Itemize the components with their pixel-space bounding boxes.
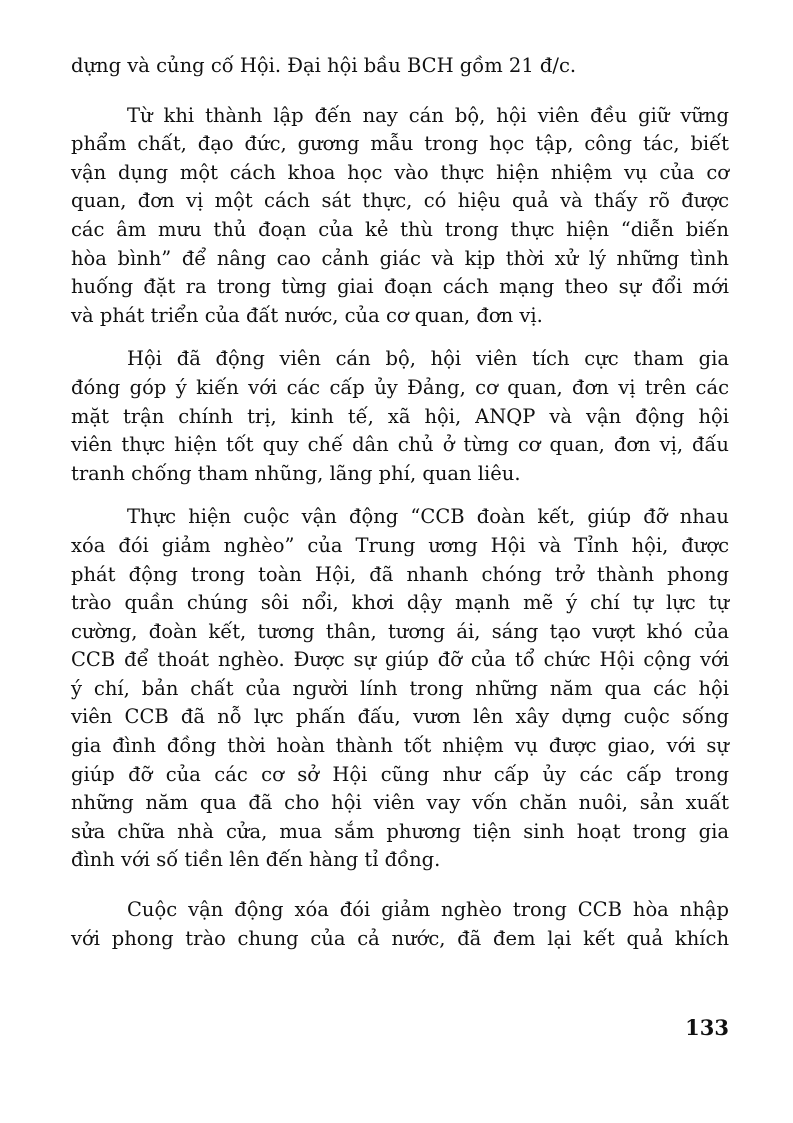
text-line: Cuộc vận động xóa đói giảm nghèo trong CCB hòa nhập: [127, 898, 729, 922]
text-line: giúp đỡ của các cơ sở Hội cũng như cấp ủy các cấp trong: [71, 762, 729, 786]
text-line: sửa chữa nhà cửa, mua sắm phương tiện sinh hoạt trong gia: [71, 819, 729, 843]
text-line: trào quần chúng sôi nổi, khơi dậy mạnh mẽ ý chí tự lực tự: [71, 591, 729, 615]
text-line: viên CCB đã nỗ lực phấn đấu, vươn lên xây dựng cuộc sống: [71, 705, 729, 729]
text-line: quan, đơn vị một cách sát thực, có hiệu quả và thấy rõ được: [71, 189, 729, 213]
page-body: [71, 52, 729, 968]
text-line: hòa bình” để nâng cao cảnh giác và kịp thời xử lý những tình: [71, 246, 729, 270]
text-line: những năm qua đã cho hội viên vay vốn chăn nuôi, sản xuất: [71, 791, 729, 815]
text-line: CCB để thoát nghèo. Được sự giúp đỡ của tổ chức Hội cộng với: [71, 648, 729, 672]
text-line: viên thực hiện tốt quy chế dân chủ ở từng cơ quan, đơn vị, đấu: [71, 433, 729, 457]
text-line: xóa đói giảm nghèo” của Trung ương Hội và Tỉnh hội, được: [71, 533, 729, 557]
paragraph: [71, 503, 729, 875]
text-line: huống đặt ra trong từng giai đoạn cách mạng theo sự đổi mới: [71, 275, 729, 299]
text-line: với phong trào chung của cả nước, đã đem lại kết quả khích: [71, 926, 729, 950]
text-line: đóng góp ý kiến với các cấp ủy Đảng, cơ quan, đơn vị trên các: [71, 375, 729, 399]
text-line: cường, đoàn kết, tương thân, tương ái, sáng tạo vượt khó của: [71, 619, 729, 643]
text-line: dựng và củng cố Hội. Đại hội bầu BCH gồm 21 đ/c.: [71, 54, 577, 77]
text-line: tranh chống tham nhũng, lãng phí, quan liêu.: [71, 461, 521, 485]
text-line: và phát triển của đất nước, của cơ quan, đơn vị.: [71, 303, 543, 327]
paragraph: [71, 102, 729, 331]
page-number: 133: [685, 1015, 729, 1040]
text-line: các âm mưu thủ đoạn của kẻ thù trong thực hiện “diễn biến: [71, 217, 729, 241]
text-line: đình với số tiền lên đến hàng tỉ đồng.: [71, 848, 441, 872]
text-line: phẩm chất, đạo đức, gương mẫu trong học tập, công tác, biết: [71, 132, 729, 156]
text-line: phát động trong toàn Hội, đã nhanh chóng trở thành phong: [71, 562, 729, 586]
paragraph: [71, 896, 729, 953]
text-line: ý chí, bản chất của người lính trong những năm qua các hội: [71, 676, 729, 700]
text-line: Thực hiện cuộc vận động “CCB đoàn kết, giúp đỡ nhau: [127, 505, 729, 529]
text-line: vận dụng một cách khoa học vào thực hiện nhiệm vụ của cơ: [71, 160, 729, 184]
text-line: mặt trận chính trị, kinh tế, xã hội, ANQP và vận động hội: [71, 404, 729, 428]
paragraph: [71, 52, 729, 81]
text-line: gia đình đồng thời hoàn thành tốt nhiệm vụ được giao, với sự: [71, 734, 729, 758]
paragraph: [71, 345, 729, 488]
text-line: Hội đã động viên cán bộ, hội viên tích cực tham gia: [127, 347, 729, 371]
text-line: Từ khi thành lập đến nay cán bộ, hội viên đều giữ vững: [127, 103, 729, 127]
